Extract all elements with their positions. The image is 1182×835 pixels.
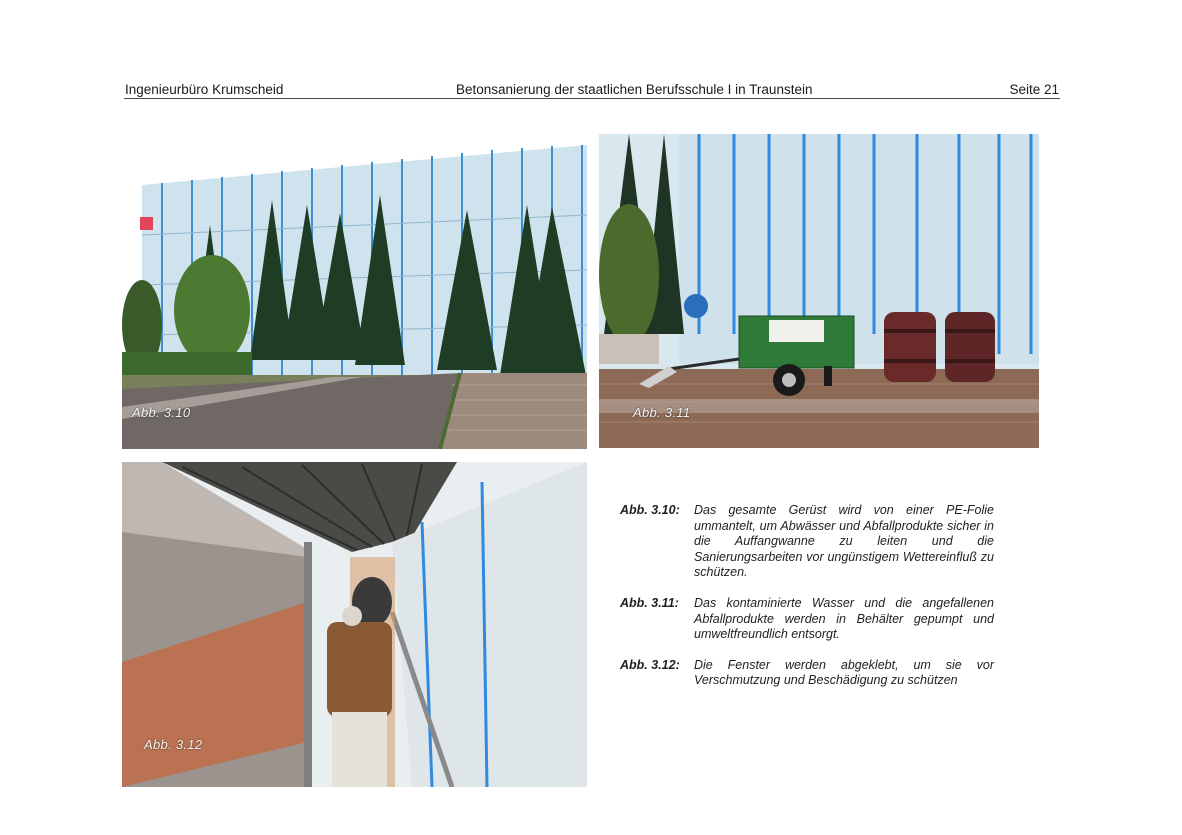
photo-compressor-barrels-image [599,134,1039,448]
caption-text: Das kontaminierte Wasser und die angefallenen Abfallprodukte werden in Behälter gepumpt und umweltfreundlich entsorgt. [694,595,994,642]
caption-number: Abb. 3.10: [620,503,680,517]
caption-text: Die Fenster werden abgeklebt, um sie vor Verschmutzung und Beschädigung zu schützen [694,657,994,688]
photo-scaffold-walkway [122,462,587,787]
photo-label-3-11: Abb. 3.11 [633,405,691,420]
photo-label-3-12: Abb. 3.12 [144,737,203,752]
photo-scaffold-trees [122,145,587,449]
figure-captions [620,503,994,704]
caption-number: Abb. 3.11: [620,595,679,610]
photo-scaffold-trees-image [122,145,587,449]
header-company: Ingenieurbüro Krumscheid [125,82,284,97]
caption-3-11 [620,596,994,643]
page-header [124,80,1060,99]
header-page-number: Seite 21 [1009,82,1059,97]
photo-compressor-barrels [599,134,1039,448]
caption-3-10 [620,503,994,581]
caption-number: Abb. 3.12: [620,657,680,672]
header-project-title: Betonsanierung der staatlichen Berufsschule I in Traunstein [456,82,813,97]
caption-3-12 [620,658,994,689]
photo-label-3-10: Abb. 3.10 [132,405,191,420]
caption-text: Das gesamte Gerüst wird von einer PE-Folie ummantelt, um Abwässer und Abfallprodukte sicher in die Auffangwanne zu leiten und die Sanierungsarbeiten vor ungünstigem Wettereinfluß zu schützen. [694,503,994,580]
